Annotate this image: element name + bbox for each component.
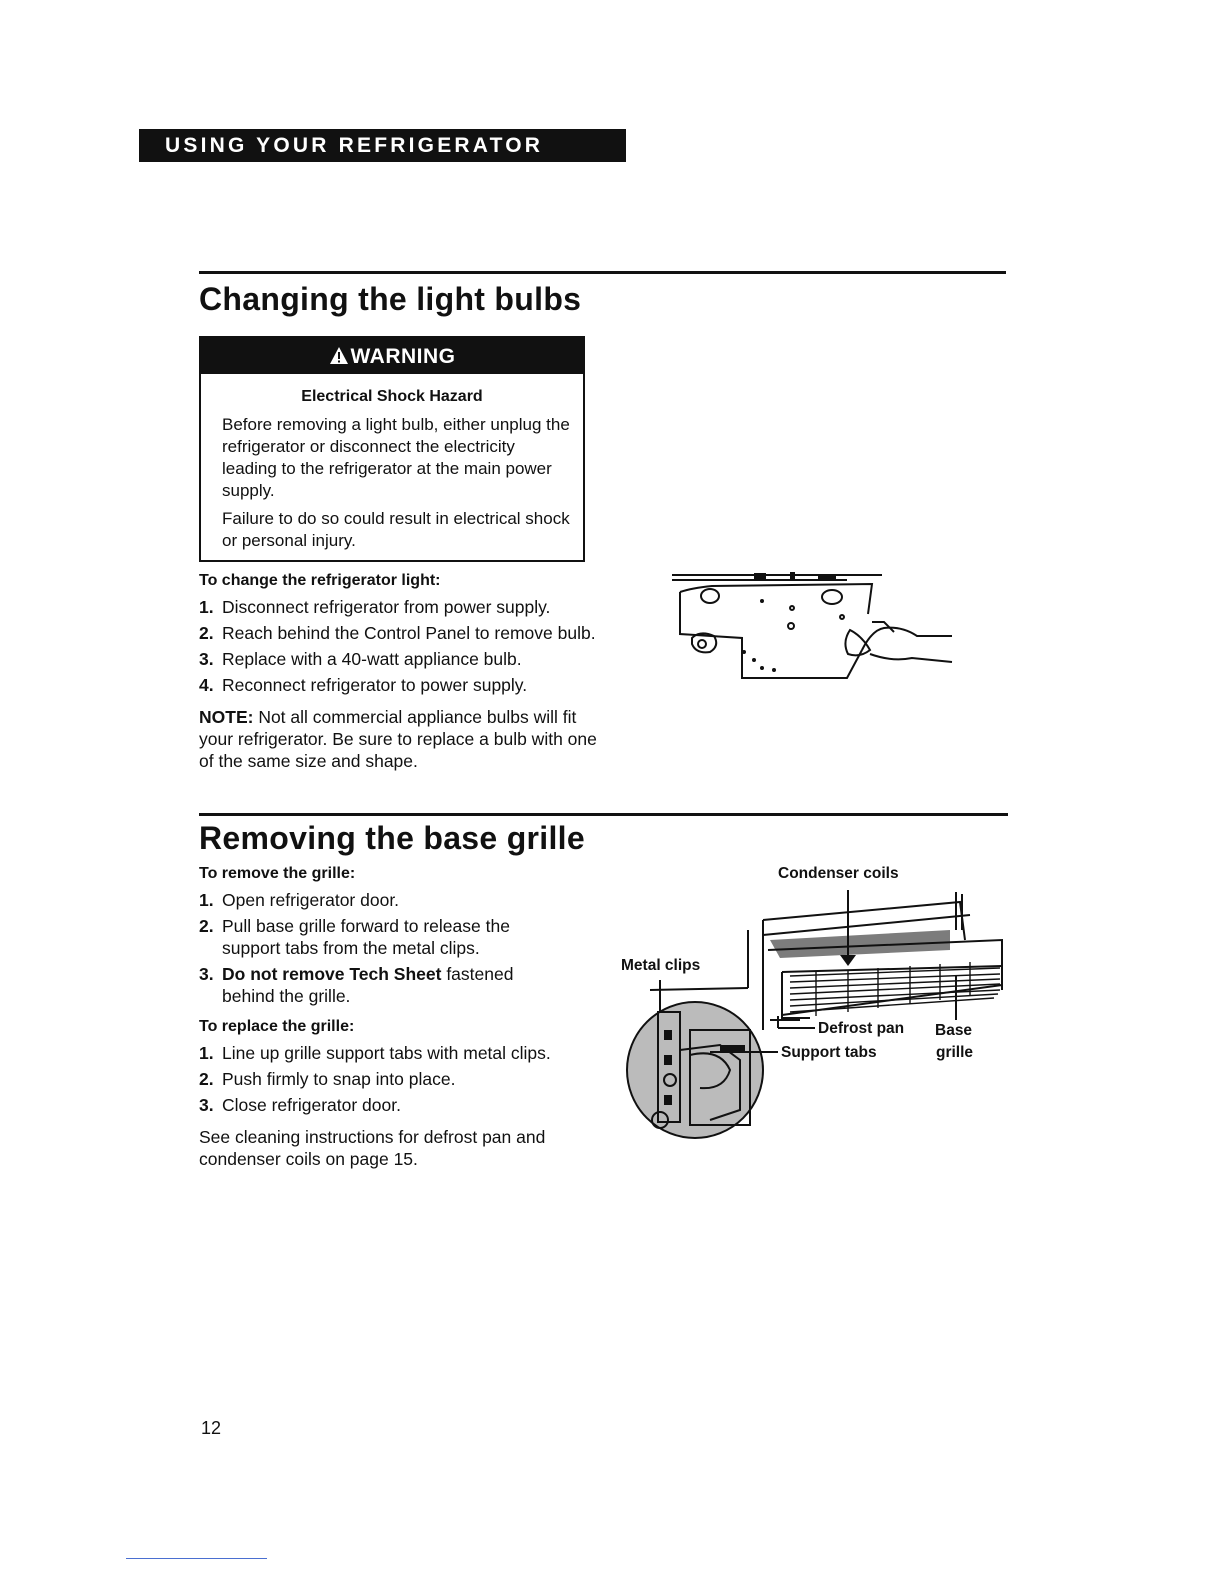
step-number: 1. — [199, 597, 214, 617]
warning-paragraph: Failure to do so could result in electrical shock or personal injury. — [222, 509, 570, 550]
light-instructions — [199, 571, 604, 772]
replace-heading: To replace the grille: — [199, 1018, 355, 1035]
step-text: Line up grille support tabs with metal clips. — [222, 1043, 551, 1063]
note-text: Not all commercial appliance bulbs will fit your refrigerator. Be sure to replace a bulb with one of the same size and shape. — [199, 707, 597, 771]
step-bold-text: Do not remove Tech Sheet — [222, 964, 442, 984]
instructions-heading: To change the refrigerator light: — [199, 572, 441, 589]
step-number: 3. — [199, 1095, 214, 1115]
section-title-base-grille: Removing the base grille — [199, 820, 585, 856]
step-text: Close refrigerator door. — [222, 1095, 401, 1115]
list-item — [199, 596, 604, 618]
step-number: 2. — [199, 623, 214, 643]
step-text: Disconnect refrigerator from power supply. — [222, 597, 551, 617]
page-number: 12 — [201, 1418, 222, 1438]
section-divider — [199, 271, 1006, 274]
step-text: Open refrigerator door. — [222, 890, 400, 910]
list-item — [199, 674, 604, 696]
list-item — [199, 1068, 604, 1090]
list-item — [199, 963, 604, 1007]
section-title-light-bulbs: Changing the light bulbs — [199, 281, 582, 317]
section-divider — [199, 813, 1008, 816]
step-number: 1. — [199, 1043, 214, 1063]
note-label: NOTE: — [199, 707, 254, 727]
warning-box — [199, 336, 585, 562]
note — [199, 706, 604, 772]
label-defrost-pan: Defrost pan — [818, 1020, 905, 1037]
step-text: Reconnect refrigerator to power supply. — [222, 675, 528, 695]
footer-divider — [126, 1558, 267, 1559]
label-condenser-coils: Condenser coils — [778, 865, 899, 882]
replace-steps-list — [199, 1042, 604, 1116]
remove-steps-list — [199, 889, 604, 1007]
step-text: Replace with a 40-watt appliance bulb. — [222, 649, 522, 669]
warning-subtitle: Electrical Shock Hazard — [301, 388, 483, 405]
step-number: 3. — [199, 964, 214, 984]
list-item — [199, 622, 604, 644]
step-number: 2. — [199, 1069, 214, 1089]
list-item — [199, 915, 604, 959]
step-number: 3. — [199, 649, 214, 669]
warning-heading-text: WARNING — [350, 345, 456, 368]
footnote: See cleaning instructions for defrost pan and condenser coils on page 15. — [199, 1127, 546, 1169]
step-text: Pull base grille forward to release the support tabs from the metal clips. — [222, 916, 510, 958]
label-metal-clips: Metal clips — [621, 957, 701, 974]
light-bulb-illustration — [672, 570, 962, 685]
step-text: fastened behind the grille. — [222, 964, 514, 1006]
label-base: Base — [935, 1022, 973, 1039]
step-number: 4. — [199, 675, 214, 695]
section-header-bar: USING YOUR REFRIGERATOR — [139, 129, 626, 162]
label-support-tabs: Support tabs — [781, 1044, 877, 1061]
step-text: Reach behind the Control Panel to remove bulb. — [222, 623, 596, 643]
base-grille-illustration — [620, 880, 1020, 1150]
step-number: 1. — [199, 890, 214, 910]
list-item — [199, 648, 604, 670]
step-text: Push firmly to snap into place. — [222, 1069, 456, 1089]
grille-instructions — [199, 864, 604, 1170]
list-item — [199, 1094, 604, 1116]
steps-list — [199, 596, 604, 696]
list-item — [199, 889, 604, 911]
label-grille: grille — [936, 1044, 974, 1061]
remove-heading: To remove the grille: — [199, 865, 356, 882]
list-item — [199, 1042, 604, 1064]
warning-paragraph: Before removing a light bulb, either unplug the refrigerator or disconnect the electricity leading to the refrigerator at the main power supply. — [222, 415, 570, 500]
step-number: 2. — [199, 916, 214, 936]
warning-heading — [201, 338, 583, 374]
warning-triangle-icon — [329, 340, 349, 378]
